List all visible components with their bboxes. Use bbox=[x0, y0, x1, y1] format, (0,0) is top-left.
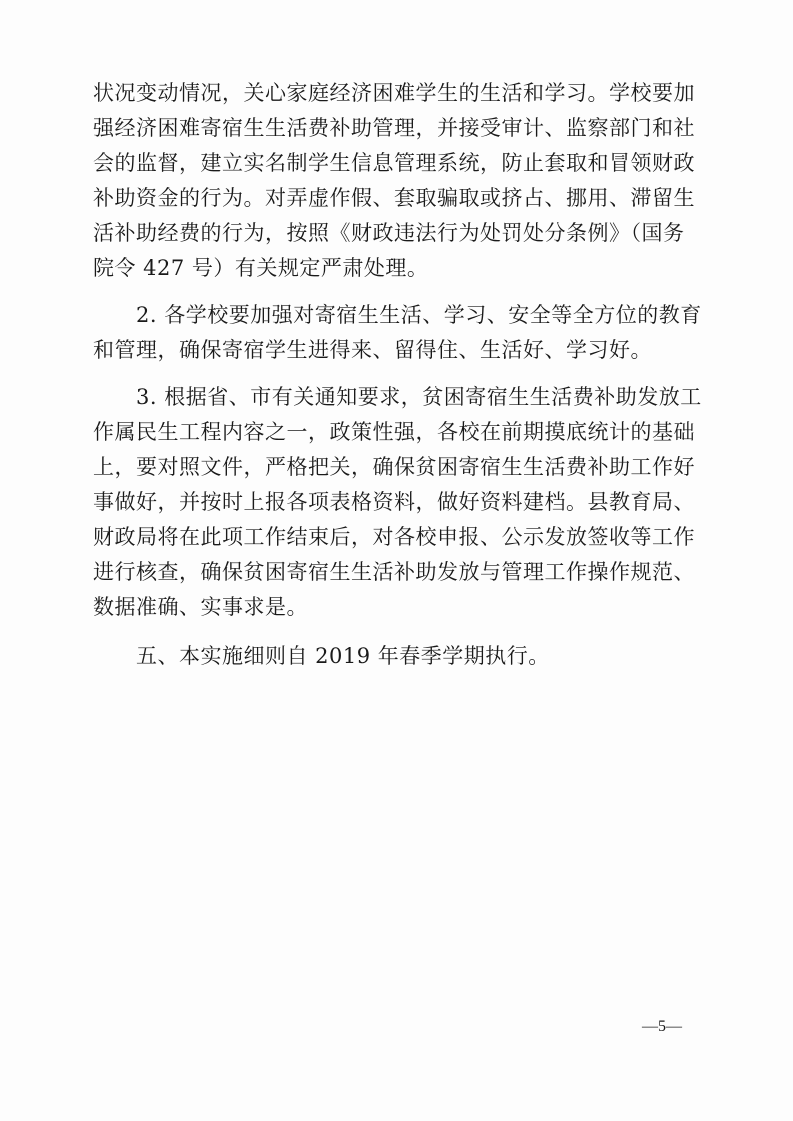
text-line: 强经济困难寄宿生生活费补助管理，并接受审计、监察部门和社 bbox=[93, 116, 695, 140]
text-line: 3. 根据省、市有关通知要求，贫困寄宿生生活费补助发放工 bbox=[93, 385, 702, 409]
text-line: 作属民生工程内容之一，政策性强，各校在前期摸底统计的基础 bbox=[93, 420, 695, 444]
text-line: 院令 427 号）有关规定严肃处理。 bbox=[93, 256, 429, 280]
text-line: 会的监督，建立实名制学生信息管理系统，防止套取和冒领财政 bbox=[93, 151, 695, 175]
text-line: 2. 各学校要加强对寄宿生生活、学习、安全等全方位的教育 bbox=[93, 303, 702, 327]
text-line: 进行核查，确保贫困寄宿生生活补助发放与管理工作操作规范、 bbox=[93, 560, 695, 584]
paragraph-continuation bbox=[93, 76, 698, 286]
document-body bbox=[93, 76, 702, 674]
text-line: 事做好，并按时上报各项表格资料，做好资料建档。县教育局、 bbox=[93, 490, 695, 514]
text-line: 补助资金的行为。对弄虚作假、套取骗取或挤占、挪用、滞留生 bbox=[93, 186, 695, 210]
text-line: 五、本实施细则自 2019 年春季学期执行。 bbox=[93, 644, 550, 668]
item-2-paragraph bbox=[93, 298, 702, 368]
text-line: 上，要对照文件，严格把关，确保贫困寄宿生生活费补助工作好 bbox=[93, 455, 695, 479]
text-line: 和管理，确保寄宿学生进得来、留得住、生活好、学习好。 bbox=[93, 338, 652, 362]
text-line: 财政局将在此项工作结束后，对各校申报、公示发放签收等工作 bbox=[93, 525, 695, 549]
item-3-paragraph bbox=[93, 380, 702, 625]
text-line: 状况变动情况，关心家庭经济困难学生的生活和学习。学校要加 bbox=[93, 81, 695, 105]
section-5-paragraph bbox=[93, 639, 698, 674]
page-number: —5— bbox=[642, 1018, 682, 1035]
text-line: 数据准确、实事求是。 bbox=[93, 595, 308, 619]
text-line: 活补助经费的行为，按照《财政违法行为处罚处分条例》（国务 bbox=[93, 221, 685, 245]
